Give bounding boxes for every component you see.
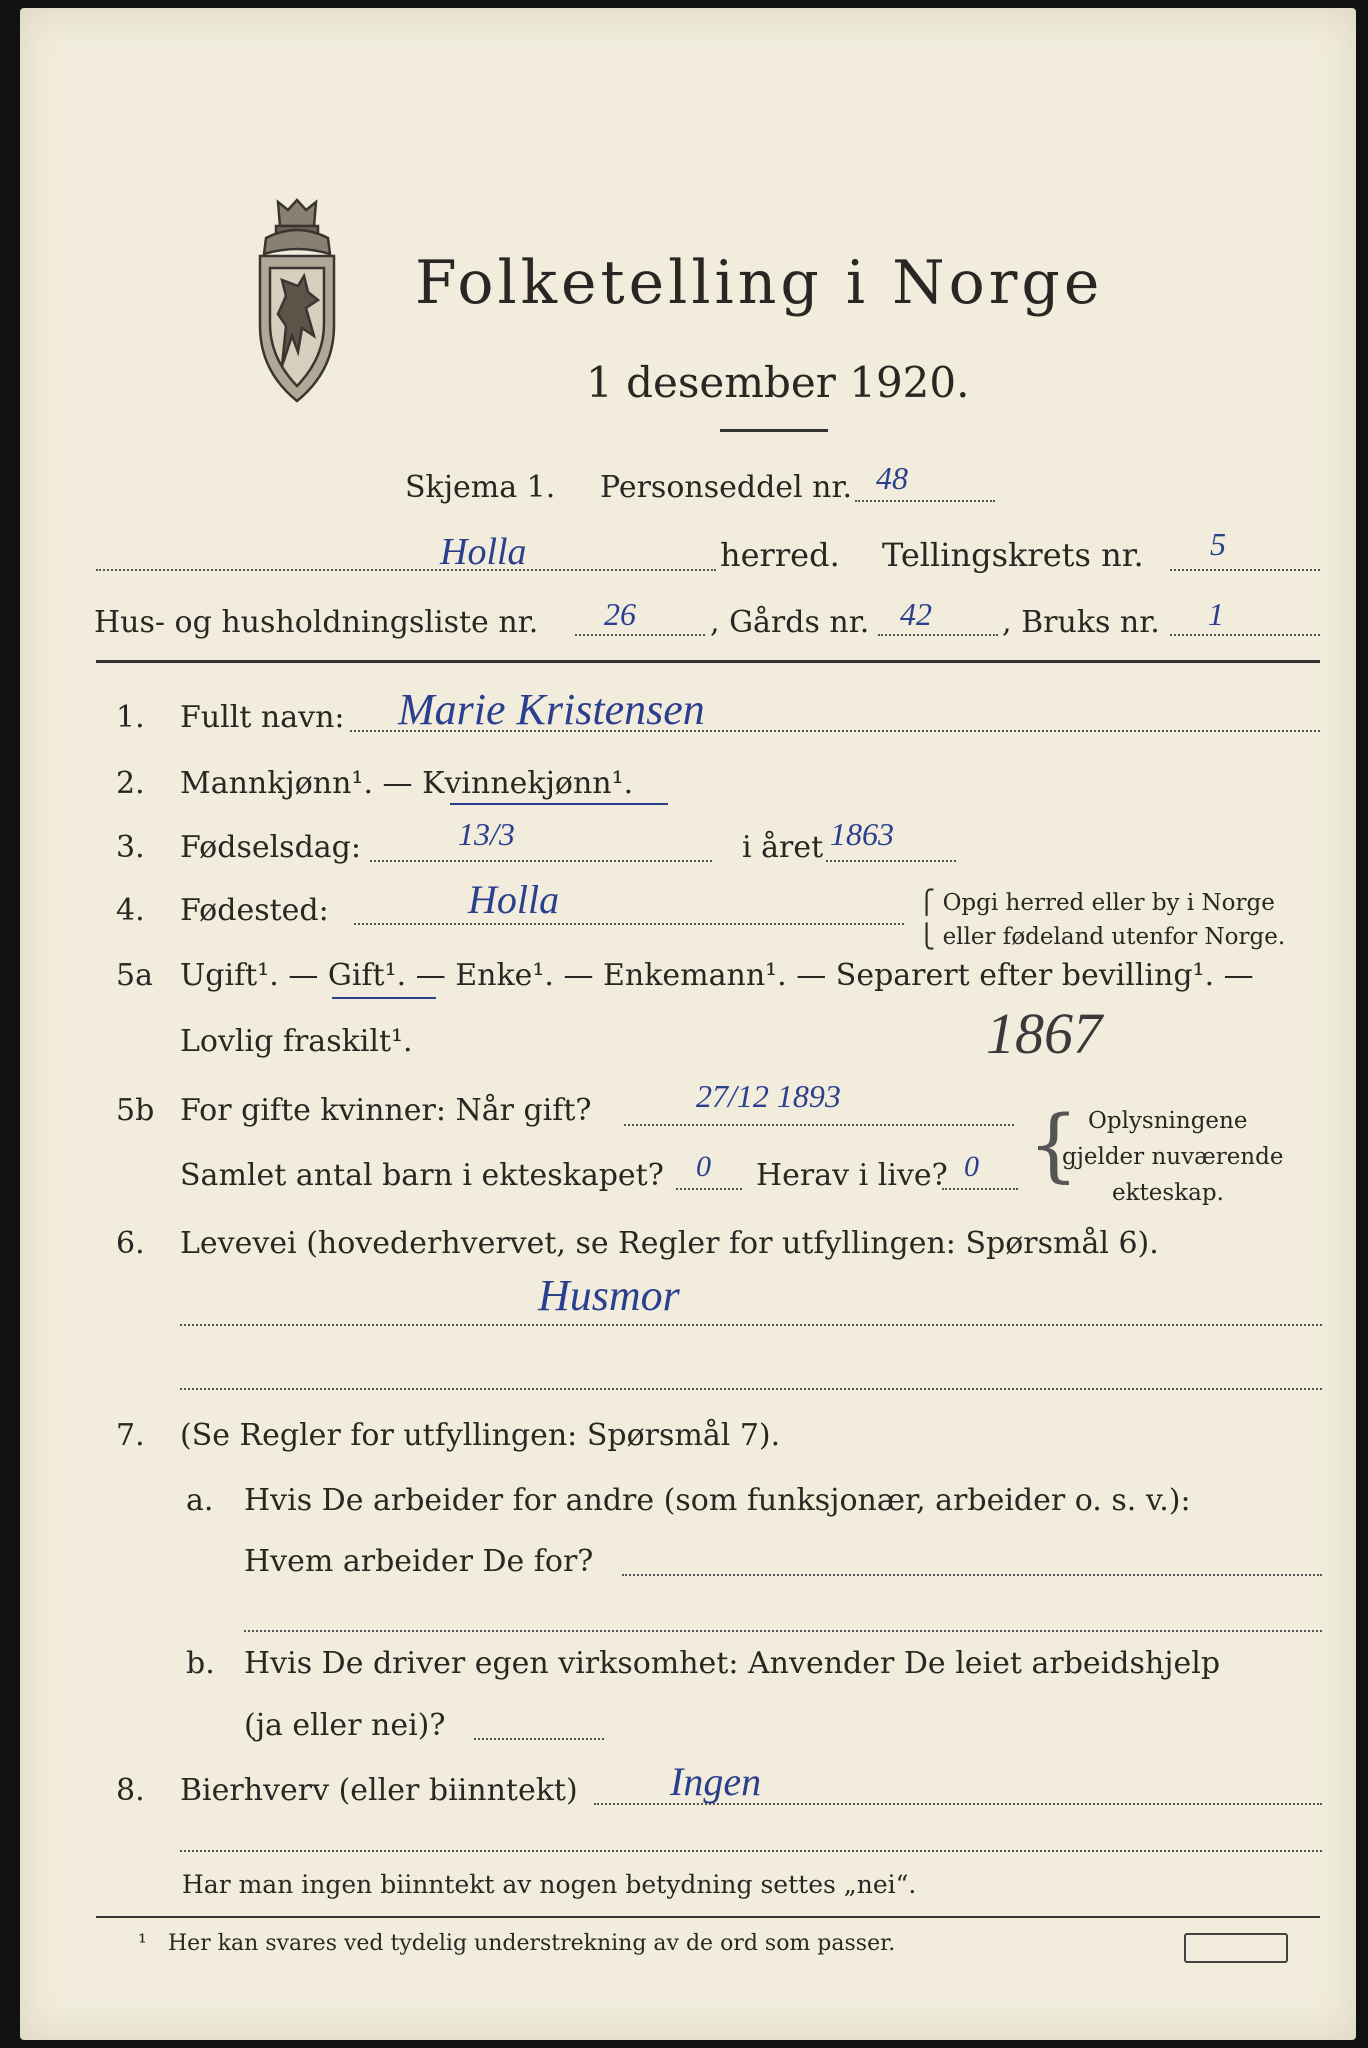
printer-stamp — [1184, 1933, 1288, 1963]
q5b-children-line — [676, 1188, 742, 1190]
gards-value: 42 — [900, 596, 932, 632]
q1-label: Fullt navn: — [180, 700, 345, 735]
form-title: Folketelling i Norge — [415, 248, 1104, 318]
q7b-letter: b. — [186, 1646, 215, 1681]
q2-number: 2. — [116, 766, 145, 801]
q5b-married-date: 27/12 1893 — [696, 1078, 841, 1114]
personseddel-value: 48 — [876, 460, 908, 496]
tellingskrets-value: 5 — [1210, 526, 1226, 562]
q5a-underline-mark — [332, 997, 436, 999]
q5b-note-line2: gjelder nuværende — [1062, 1144, 1284, 1170]
q7-label: (Se Regler for utfyllingen: Spørsmål 7). — [180, 1418, 781, 1453]
q7a-answer-line1 — [622, 1574, 1322, 1576]
q5a-margin-note: 1867 — [986, 1001, 1102, 1066]
coat-of-arms-icon — [248, 196, 346, 406]
q5a-options: Ugift¹. — Gift¹. — Enke¹. — Enkemann¹. — Separert efter bevilling¹. — — [180, 958, 1254, 993]
census-form — [20, 8, 1356, 2040]
bruks-label: , Bruks nr. — [1002, 605, 1160, 640]
q5a-number: 5a — [116, 958, 153, 993]
footnote-mark: ¹ — [138, 1931, 147, 1956]
q3-year-value: 1863 — [830, 816, 894, 852]
q1-number: 1. — [116, 700, 145, 735]
q6-label: Levevei (hovederhvervet, se Regler for utfyllingen: Spørsmål 6). — [180, 1226, 1159, 1261]
q8-label: Bierhverv (eller biinntekt) — [180, 1773, 578, 1808]
personseddel-line — [855, 500, 995, 502]
q4-number: 4. — [116, 893, 145, 928]
q5b-number: 5b — [116, 1093, 155, 1128]
q5b-label: For gifte kvinner: Når gift? — [180, 1093, 592, 1128]
q4-note-line1: ⎧ Opgi herred eller by i Norge — [918, 890, 1275, 916]
q7b-line2: (ja eller nei)? — [244, 1708, 446, 1743]
footnote-text: Her kan svares ved tydelig understrekning av de ord som passer. — [168, 1931, 896, 1956]
q8-side-income-value: Ingen — [670, 1759, 762, 1804]
q2-label: Mannkjønn¹. — Kvinnekjønn¹. — [180, 766, 634, 801]
q2-underline-mark — [450, 803, 668, 805]
personseddel-label: Personseddel nr. — [600, 470, 853, 505]
q7-number: 7. — [116, 1418, 145, 1453]
q5b-line — [624, 1124, 1014, 1126]
herred-label: herred. — [720, 536, 840, 574]
q6-line2 — [180, 1388, 1322, 1390]
q7a-line1: Hvis De arbeider for andre (som funksjonær, arbeider o. s. v.): — [244, 1483, 1191, 1518]
q8-number: 8. — [116, 1773, 145, 1808]
q4-birthplace-value: Holla — [468, 877, 560, 922]
footer-note: Har man ingen biinntekt av nogen betydning settes „nei“. — [182, 1870, 917, 1899]
q7b-answer-line — [474, 1738, 604, 1740]
q5b-children-label: Samlet antal barn i ekteskapet? — [180, 1158, 664, 1193]
q7a-answer-line2 — [244, 1630, 1322, 1632]
q4-line — [354, 923, 904, 925]
q6-occupation-value: Husmor — [538, 1271, 680, 1320]
census-date: 1 desember 1920. — [586, 358, 970, 407]
schema-label: Skjema 1. — [405, 470, 556, 505]
bruks-line — [1170, 634, 1320, 636]
gards-line — [878, 634, 998, 636]
herred-value: Holla — [440, 531, 527, 573]
q7a-line2: Hvem arbeider De for? — [244, 1544, 594, 1579]
q5b-alive-label: Herav i live? — [756, 1158, 948, 1193]
hus-label: Hus- og husholdningsliste nr. — [94, 605, 539, 640]
herred-line — [96, 569, 716, 571]
q5b-note-brace: { — [1028, 1098, 1079, 1191]
q1-full-name: Marie Kristensen — [398, 685, 705, 734]
q4-label: Fødested: — [180, 893, 329, 928]
q7b-line1: Hvis De driver egen virksomhet: Anvender De leiet arbeidshjelp — [244, 1646, 1221, 1681]
hus-line — [575, 634, 705, 636]
q3-birthday-value: 13/3 — [458, 816, 515, 852]
tellingskrets-line — [1170, 569, 1320, 571]
q5b-note-line3: ekteskap. — [1112, 1180, 1224, 1206]
q6-line1 — [180, 1324, 1322, 1326]
q5a-options-line2: Lovlig fraskilt¹. — [180, 1024, 413, 1059]
header-divider — [96, 660, 1320, 663]
title-divider — [720, 429, 828, 432]
q7a-letter: a. — [186, 1483, 214, 1518]
q3-line — [370, 860, 712, 862]
q4-note-line2: ⎩ eller fødeland utenfor Norge. — [918, 924, 1286, 950]
hus-value: 26 — [604, 596, 636, 632]
q5b-alive-line — [942, 1188, 1018, 1190]
bruks-value: 1 — [1208, 596, 1224, 632]
gards-label: , Gårds nr. — [710, 605, 870, 640]
q3-year-line — [826, 860, 956, 862]
q5b-note-line1: Oplysningene — [1088, 1108, 1248, 1134]
tellingskrets-label: Tellingskrets nr. — [882, 536, 1144, 574]
q5b-alive-value: 0 — [964, 1150, 979, 1183]
q5b-children-value: 0 — [696, 1150, 711, 1183]
q8-line2 — [180, 1850, 1322, 1852]
q6-number: 6. — [116, 1226, 145, 1261]
footer-divider — [96, 1916, 1320, 1918]
q3-label: Fødselsdag: — [180, 830, 361, 865]
q3-year-label: i året — [742, 830, 824, 865]
q3-number: 3. — [116, 830, 145, 865]
